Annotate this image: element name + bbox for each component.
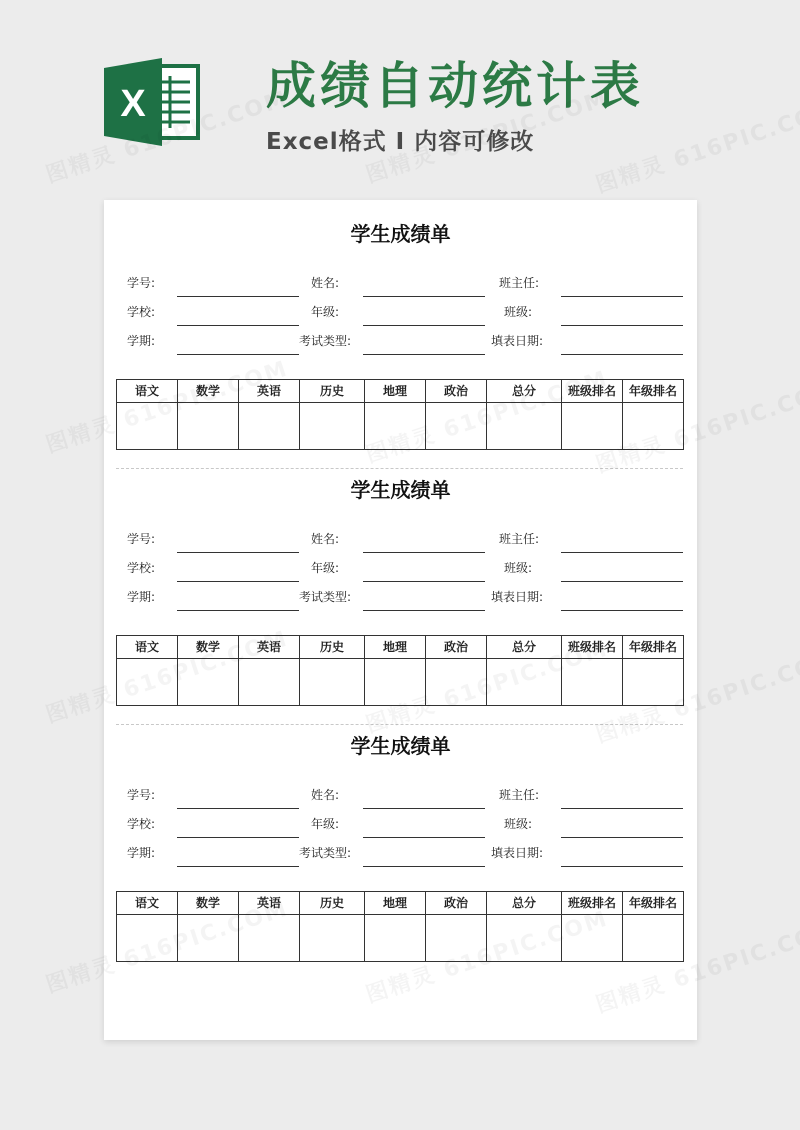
student-id-field[interactable] xyxy=(177,808,299,809)
column-header: 班级排名 xyxy=(562,892,623,915)
student-id-field[interactable] xyxy=(177,296,299,297)
column-header: 历史 xyxy=(300,636,365,659)
name-label: 姓名: xyxy=(311,532,340,546)
student-id-label: 学号: xyxy=(127,276,156,290)
fill-date-label: 填表日期: xyxy=(491,590,544,604)
fill-date-field[interactable] xyxy=(561,354,683,355)
exam-type-field[interactable] xyxy=(363,610,485,611)
column-header: 年级排名 xyxy=(623,380,684,403)
school-label: 学校: xyxy=(127,561,156,575)
column-header: 政治 xyxy=(426,892,487,915)
grade-level-label: 年级: xyxy=(311,561,340,575)
column-header: 地理 xyxy=(365,380,426,403)
school-field[interactable] xyxy=(177,581,299,582)
column-header: 历史 xyxy=(300,380,365,403)
name-label: 姓名: xyxy=(311,276,340,290)
column-header: 地理 xyxy=(365,892,426,915)
class-field[interactable] xyxy=(561,581,683,582)
column-header: 数学 xyxy=(178,380,239,403)
column-header: 年级排名 xyxy=(623,636,684,659)
column-header: 班级排名 xyxy=(562,636,623,659)
head-teacher-label: 班主任: xyxy=(499,276,540,290)
column-header: 语文 xyxy=(117,636,178,659)
score-cell[interactable] xyxy=(239,659,300,706)
grade-level-label: 年级: xyxy=(311,305,340,319)
column-header: 英语 xyxy=(239,636,300,659)
score-cell[interactable] xyxy=(300,659,365,706)
name-field[interactable] xyxy=(363,296,485,297)
class-field[interactable] xyxy=(561,837,683,838)
logo-letter: X xyxy=(120,83,146,125)
term-field[interactable] xyxy=(177,610,299,611)
fill-date-field[interactable] xyxy=(561,866,683,867)
term-label: 学期: xyxy=(127,846,156,860)
exam-type-label: 考试类型: xyxy=(299,846,352,860)
column-header: 语文 xyxy=(117,892,178,915)
grade-level-field[interactable] xyxy=(363,837,485,838)
exam-type-label: 考试类型: xyxy=(299,590,352,604)
column-header: 数学 xyxy=(178,636,239,659)
head-teacher-field[interactable] xyxy=(561,296,683,297)
fill-date-field[interactable] xyxy=(561,610,683,611)
score-cell[interactable] xyxy=(365,915,426,962)
column-header: 总分 xyxy=(487,636,562,659)
score-cell[interactable] xyxy=(300,915,365,962)
column-header: 英语 xyxy=(239,892,300,915)
column-header: 总分 xyxy=(487,892,562,915)
score-cell[interactable] xyxy=(300,403,365,450)
page-subtitle: Excel格式 I 内容可修改 xyxy=(266,129,535,155)
school-label: 学校: xyxy=(127,305,156,319)
school-field[interactable] xyxy=(177,325,299,326)
sheet-title: 学生成绩单 xyxy=(350,222,451,246)
grade-level-field[interactable] xyxy=(363,325,485,326)
class-field[interactable] xyxy=(561,325,683,326)
column-header: 年级排名 xyxy=(623,892,684,915)
column-header: 历史 xyxy=(300,892,365,915)
column-header: 总分 xyxy=(487,380,562,403)
score-sheet xyxy=(104,712,697,952)
class-label: 班级: xyxy=(504,561,533,575)
class-label: 班级: xyxy=(504,817,533,831)
document-page xyxy=(104,200,697,1040)
score-cell[interactable] xyxy=(623,915,684,962)
name-label: 姓名: xyxy=(311,788,340,802)
column-header: 班级排名 xyxy=(562,380,623,403)
sheet-title: 学生成绩单 xyxy=(350,478,451,502)
column-header: 英语 xyxy=(239,380,300,403)
name-field[interactable] xyxy=(363,808,485,809)
term-label: 学期: xyxy=(127,334,156,348)
fill-date-label: 填表日期: xyxy=(491,846,544,860)
column-header: 政治 xyxy=(426,380,487,403)
student-id-label: 学号: xyxy=(127,788,156,802)
column-header: 政治 xyxy=(426,636,487,659)
head-teacher-label: 班主任: xyxy=(499,788,540,802)
student-id-label: 学号: xyxy=(127,532,156,546)
page-title: 成绩自动统计表 xyxy=(266,57,644,115)
name-field[interactable] xyxy=(363,552,485,553)
exam-type-field[interactable] xyxy=(363,354,485,355)
student-id-field[interactable] xyxy=(177,552,299,553)
term-field[interactable] xyxy=(177,866,299,867)
sheet-title: 学生成绩单 xyxy=(350,734,451,758)
column-header: 语文 xyxy=(117,380,178,403)
exam-type-field[interactable] xyxy=(363,866,485,867)
score-cell[interactable] xyxy=(239,403,300,450)
head-teacher-field[interactable] xyxy=(561,552,683,553)
school-field[interactable] xyxy=(177,837,299,838)
fill-date-label: 填表日期: xyxy=(491,334,544,348)
column-header: 数学 xyxy=(178,892,239,915)
head-teacher-field[interactable] xyxy=(561,808,683,809)
grade-level-field[interactable] xyxy=(363,581,485,582)
class-label: 班级: xyxy=(504,305,533,319)
exam-type-label: 考试类型: xyxy=(299,334,352,348)
term-label: 学期: xyxy=(127,590,156,604)
head-teacher-label: 班主任: xyxy=(499,532,540,546)
column-header: 地理 xyxy=(365,636,426,659)
school-label: 学校: xyxy=(127,817,156,831)
grade-level-label: 年级: xyxy=(311,817,340,831)
